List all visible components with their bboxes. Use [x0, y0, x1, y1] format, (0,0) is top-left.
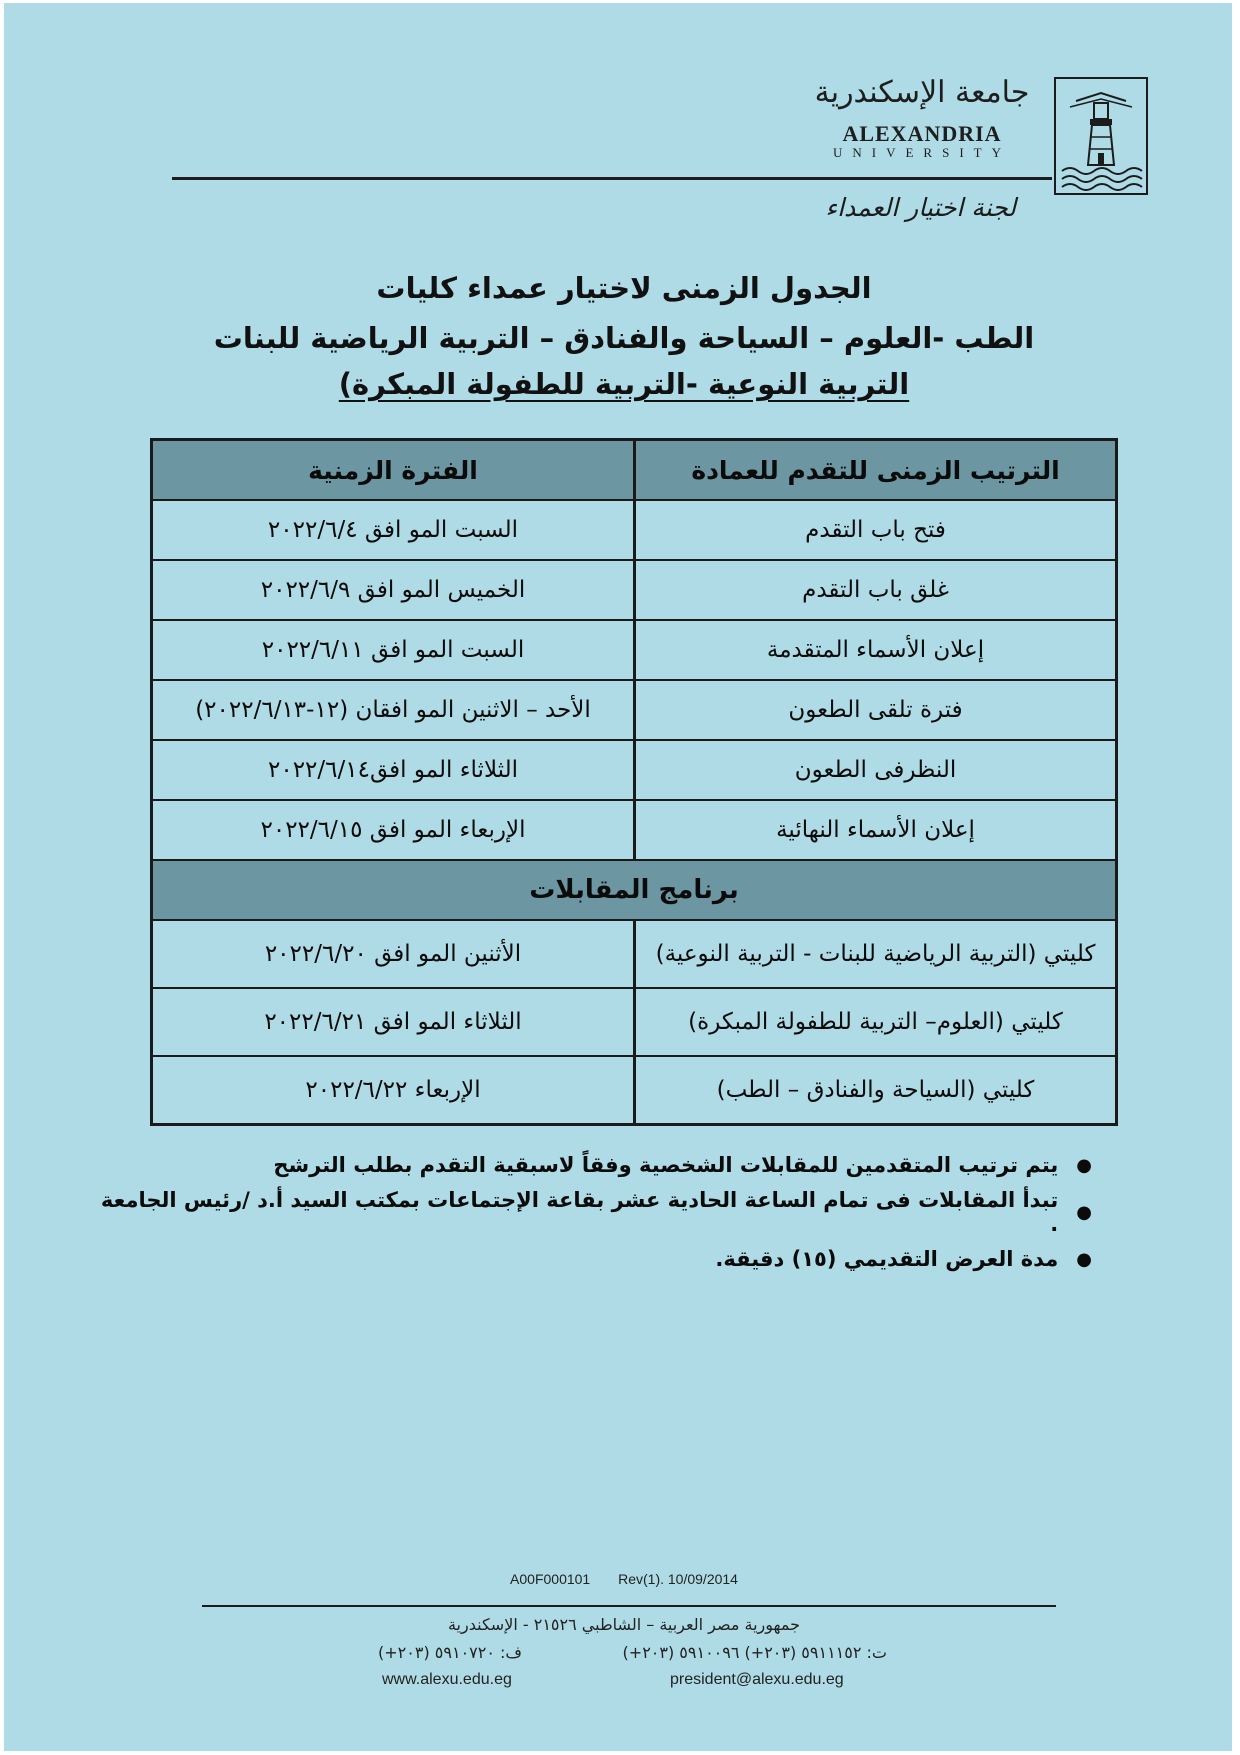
period-cell: الأثنين المو افق ٢٠٢٢/٦/٢٠: [264, 941, 522, 967]
period-cell: الأحد – الاثنين المو افقان (١٢-٢٠٢٢/٦/١٣): [195, 697, 591, 723]
stage-cell: كليتي (العلوم– التربية للطفولة المبكرة): [633, 989, 1115, 1055]
table-row: [153, 621, 1115, 681]
header-divider: [172, 177, 1052, 180]
list-item: [92, 1153, 1092, 1177]
list-item: [92, 1188, 1092, 1236]
form-code: A00F000101: [510, 1571, 591, 1587]
stage-cell: النظرفى الطعون: [633, 741, 1115, 799]
table-row: [153, 681, 1115, 741]
stage-cell: إعلان الأسماء النهائية: [633, 801, 1115, 859]
phone: ت: ٥٩١١١٥٢ (٢٠٣+) ٥٩١٠٠٩٦ (٢٠٣+): [622, 1643, 887, 1662]
note-text: تبدأ المقابلات فى تمام الساعة الحادية عشر بقاعة الإجتماعات بمكتب السيد أ.د /رئيس الجامعة .: [100, 1188, 1059, 1236]
document-page: [4, 3, 1232, 1751]
bullet-icon: ●: [1076, 1154, 1092, 1176]
period-cell: السبت المو افق ٢٠٢٢/٦/١١: [261, 637, 525, 663]
revision: Rev(1). 10/09/2014: [618, 1571, 738, 1587]
period-cell: الثلاثاء المو افق ٢٠٢٢/٦/٢١: [264, 1009, 522, 1035]
university-name-english: ALEXANDRIA: [842, 121, 1002, 146]
bullet-icon: ●: [1076, 1248, 1092, 1270]
section-title: برنامج المقابلات: [529, 875, 739, 905]
committee-name: لجنة اختيار العمداء: [825, 193, 1016, 222]
fax: ف: ٥٩١٠٧٢٠ (٢٠٣+): [378, 1643, 522, 1662]
interview-section-header: [153, 861, 1115, 921]
page-title-line-1: الجدول الزمنى لاختيار عمداء كليات: [376, 271, 872, 305]
table-row: [153, 989, 1115, 1057]
table-row: [153, 801, 1115, 861]
note-text: يتم ترتيب المتقدمين للمقابلات الشخصية وفقاً لاسبقية التقدم بطلب الترشح: [273, 1153, 1059, 1177]
footer-divider: [202, 1605, 1056, 1607]
period-cell: الإربعاء ٢٠٢٢/٦/٢٢: [305, 1077, 481, 1103]
address: جمهورية مصر العربية – الشاطبي ٢١٥٢٦ - الإسكندرية: [447, 1615, 801, 1634]
university-logo: [1054, 77, 1148, 195]
table-row: [153, 1057, 1115, 1123]
period-cell: الإربعاء المو افق ٢٠٢٢/٦/١٥: [260, 817, 526, 843]
table-row: [153, 741, 1115, 801]
email-link[interactable]: president@alexu.edu.eg: [670, 1671, 844, 1688]
page-title-line-2: الطب -العلوم – السياحة والفنادق – التربية الرياضية للبنات: [213, 321, 1035, 355]
period-cell: الخميس المو افق ٢٠٢٢/٦/٩: [260, 577, 526, 603]
stage-cell: فترة تلقى الطعون: [633, 681, 1115, 739]
stage-cell: كليتي (السياحة والفنادق – الطب): [633, 1057, 1115, 1123]
website-link[interactable]: www.alexu.edu.eg: [382, 1671, 512, 1688]
bullet-icon: ●: [1076, 1201, 1092, 1223]
table-header-row: [153, 441, 1115, 501]
table-row: [153, 501, 1115, 561]
page-title-line-3: التربية النوعية -التربية للطفولة المبكرة): [338, 367, 910, 401]
list-item: [92, 1247, 1092, 1271]
lighthouse-icon: [1056, 79, 1146, 193]
schedule-table: [150, 438, 1118, 1126]
notes-list: [92, 1153, 1092, 1282]
university-name-english-sub: UNIVERSITY: [833, 145, 1011, 160]
stage-cell: كليتي (التربية الرياضية للبنات - التربية النوعية): [633, 921, 1115, 987]
note-text: مدة العرض التقديمي (١٥) دقيقة.: [715, 1247, 1059, 1271]
period-cell: السبت المو افق ٢٠٢٢/٦/٤: [267, 517, 519, 543]
period-cell: الثلاثاء المو افق٢٠٢٢/٦/١٤: [267, 757, 519, 783]
stage-cell: إعلان الأسماء المتقدمة: [633, 621, 1115, 679]
form-code-line: [4, 1571, 1240, 1587]
table-row: [153, 921, 1115, 989]
column-header-period: الفترة الزمنية: [308, 455, 478, 485]
column-header-stage: الترتيب الزمنى للتقدم للعمادة: [633, 441, 1115, 499]
university-name-arabic: جامعة الإسكندرية: [814, 75, 1030, 110]
stage-cell: فتح باب التقدم: [633, 501, 1115, 559]
stage-cell: غلق باب التقدم: [633, 561, 1115, 619]
table-row: [153, 561, 1115, 621]
